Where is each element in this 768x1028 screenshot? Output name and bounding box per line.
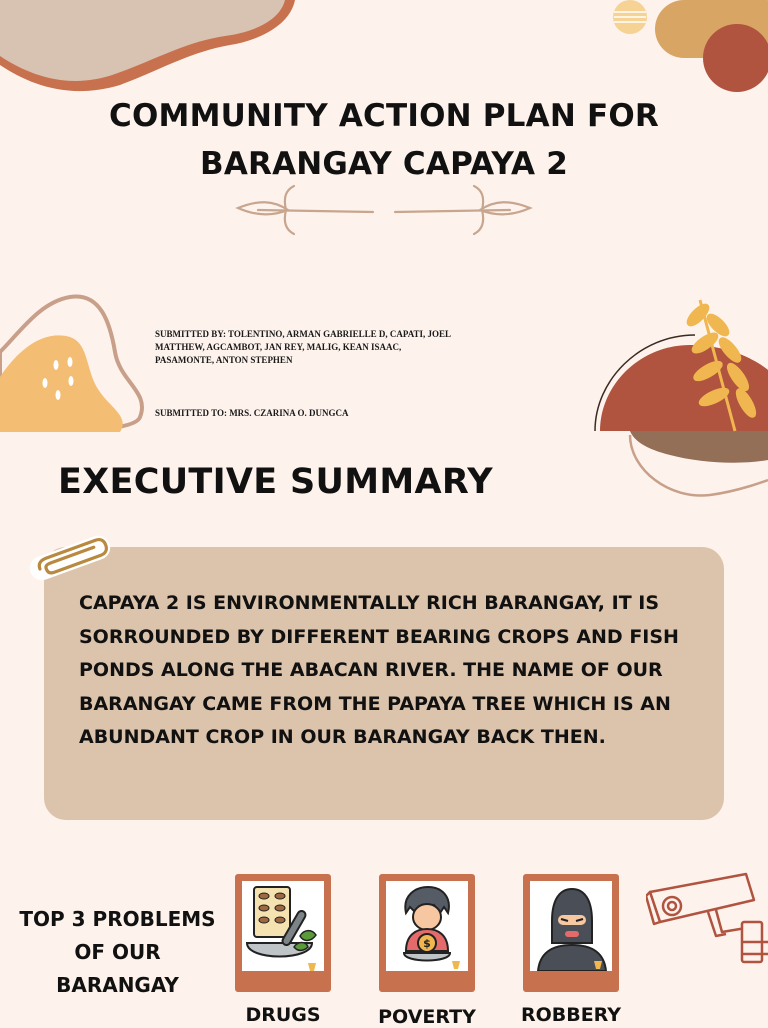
- left-blob-decoration: [0, 292, 150, 432]
- executive-summary-text: CAPAYA 2 IS ENVIRONMENTALLY RICH BARANGAY, IT IS SORROUNDED BY DIFFERENT BEARING CROPS AND FISH PONDS ALONG THE ABACAN RIVER. THE NAME OF OUR BARANGAY CAME FROM THE PAPAYA TREE WHICH IS AN ABUNDANT CROP IN OUR BARANGAY BACK THEN.: [79, 592, 679, 748]
- drugs-card: [235, 874, 331, 992]
- robbery-card: [523, 874, 619, 992]
- executive-summary-heading: EXECUTIVE SUMMARY: [58, 462, 493, 502]
- title-line-2: BARANGAY CAPAYA 2: [199, 146, 568, 182]
- problem-label-robbery: ROBBERY: [520, 1004, 622, 1026]
- leaf-divider-decoration: [228, 182, 540, 238]
- top-right-shapes-decoration: [600, 0, 768, 100]
- poverty-card: [379, 874, 475, 992]
- problems-heading: TOP 3 PROBLEMS OF OUR BARANGAY: [19, 907, 216, 997]
- paper-clip-icon: [22, 530, 118, 586]
- robbery-icon: [530, 881, 612, 971]
- right-plant-decoration: [590, 295, 768, 505]
- svg-text:$: $: [423, 937, 431, 950]
- problem-label-poverty: POVERTY: [378, 1006, 476, 1028]
- top-left-blob-decoration: [0, 0, 300, 100]
- submitted-to-text: SUBMITTED TO: MRS. CZARINA O. DUNGCA: [155, 408, 349, 418]
- problem-label-drugs: DRUGS: [245, 1004, 321, 1026]
- submitted-by-text: SUBMITTED BY: TOLENTINO, ARMAN GABRIELLE D, CAPATI, JOEL MATTHEW, AGCAMBOT, JAN REY, MALIG, KEAN ISAAC, PASAMONTE, ANTON STEPHEN: [155, 329, 451, 365]
- drugs-icon: [242, 881, 324, 971]
- page-title: [0, 92, 768, 188]
- cctv-camera-icon: [646, 870, 768, 978]
- poverty-icon: [386, 881, 468, 971]
- title-line-1: COMMUNITY ACTION PLAN FOR: [109, 98, 659, 134]
